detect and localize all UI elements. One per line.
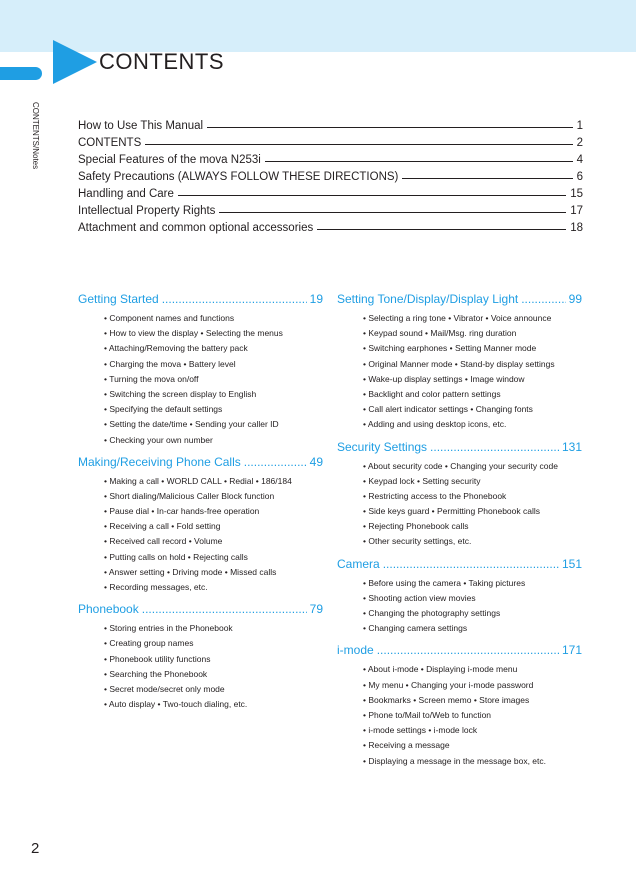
list-item: • Short dialing/Malicious Caller Block function — [104, 489, 323, 504]
section-title: Phonebook — [78, 602, 139, 617]
section-page: 49 — [309, 454, 323, 469]
toc-list — [78, 117, 583, 236]
section-phonebook — [78, 602, 323, 712]
toc-row[interactable] — [78, 185, 583, 202]
list-item: • Specifying the default settings — [104, 402, 323, 417]
list-item: • Receiving a message — [363, 738, 582, 753]
section-i-mode — [337, 643, 582, 768]
list-item: • Pause dial • In-car hands-free operation — [104, 504, 323, 519]
list-item: • Answer setting • Driving mode • Missed calls — [104, 565, 323, 580]
list-item: • My menu • Changing your i-mode password — [363, 678, 582, 693]
list-item: • Bookmarks • Screen memo • Store images — [363, 693, 582, 708]
list-item: • Keypad sound • Mail/Msg. ring duration — [363, 326, 582, 341]
section-page: 171 — [561, 643, 582, 658]
section-heading[interactable] — [337, 440, 582, 459]
section-page: 151 — [561, 556, 582, 571]
dot-leader — [383, 557, 559, 571]
dot-leader — [162, 292, 307, 306]
list-item: • Charging the mova • Battery level — [104, 357, 323, 372]
toc-row[interactable] — [78, 134, 583, 151]
leader-line — [265, 161, 573, 162]
triangle-marker-icon — [53, 40, 97, 84]
side-tab-marker — [0, 67, 42, 80]
section-tone-display-light — [337, 292, 582, 433]
dot-leader — [142, 602, 307, 616]
list-item: • Shooting action view movies — [363, 591, 582, 606]
list-item: • Creating group names — [104, 636, 323, 651]
page-title: CONTENTS — [99, 49, 224, 74]
toc-page: 18 — [570, 221, 583, 234]
section-page: 19 — [309, 292, 323, 306]
list-item: • Making a call • WORLD CALL • Redial • 186/184 — [104, 474, 323, 489]
list-item: • Side keys guard • Permitting Phonebook calls — [363, 504, 582, 519]
list-item: • Storing entries in the Phonebook — [104, 621, 323, 636]
section-title: Security Settings — [337, 439, 428, 454]
toc-row[interactable] — [78, 168, 583, 185]
right-column — [337, 292, 582, 776]
section-getting-started — [78, 292, 323, 448]
list-item: • Selecting a ring tone • Vibrator • Voice announce — [363, 311, 582, 326]
dot-leader — [430, 440, 559, 454]
toc-row[interactable] — [78, 219, 583, 236]
list-item: • Restricting access to the Phonebook — [363, 489, 582, 504]
toc-title: Special Features of the mova N253i — [78, 153, 261, 166]
list-item: • Backlight and color pattern settings — [363, 387, 582, 402]
list-item: • Changing the photography settings — [363, 606, 582, 621]
section-heading[interactable] — [78, 602, 323, 621]
toc-page: 15 — [570, 187, 583, 200]
list-item: • Adding and using desktop icons, etc. — [363, 417, 582, 432]
list-item: • How to view the display • Selecting the menus — [104, 326, 323, 341]
page-number: 2 — [31, 840, 40, 857]
list-item: • Component names and functions — [104, 311, 323, 326]
section-page: 131 — [561, 439, 582, 454]
list-item: • Receiving a call • Fold setting — [104, 519, 323, 534]
leader-line — [317, 229, 566, 230]
toc-title: Handling and Care — [78, 187, 174, 200]
list-item: • Auto display • Two-touch dialing, etc. — [104, 697, 323, 712]
leader-line — [178, 195, 566, 196]
leader-line — [402, 178, 572, 179]
list-item: • Switching earphones • Setting Manner mode — [363, 341, 582, 356]
list-item: • Original Manner mode • Stand-by display settings — [363, 357, 582, 372]
list-item: • Phonebook utility functions — [104, 652, 323, 667]
toc-row[interactable] — [78, 202, 583, 219]
list-item: • Displaying a message in the message box, etc. — [363, 754, 582, 769]
list-item: • Keypad lock • Setting security — [363, 474, 582, 489]
list-item: • Checking your own number — [104, 433, 323, 448]
toc-page: 4 — [576, 153, 583, 166]
list-item: • About security code • Changing your security code — [363, 459, 582, 474]
toc-row[interactable] — [78, 117, 583, 134]
dot-leader — [377, 643, 559, 657]
toc-row[interactable] — [78, 151, 583, 168]
dot-leader — [521, 292, 565, 306]
section-security-settings — [337, 440, 582, 550]
toc-page: 6 — [576, 170, 583, 183]
toc-title: CONTENTS — [78, 136, 142, 149]
list-item: • Before using the camera • Taking pictures — [363, 576, 582, 591]
section-making-receiving-calls — [78, 455, 323, 596]
list-item: • Changing camera settings — [363, 621, 582, 636]
leader-line — [207, 127, 573, 128]
list-item: • Call alert indicator settings • Changing fonts — [363, 402, 582, 417]
section-camera — [337, 557, 582, 637]
section-title: i-mode — [337, 643, 374, 658]
leader-line — [145, 144, 572, 145]
list-item: • Switching the screen display to English — [104, 387, 323, 402]
toc-title: How to Use This Manual — [78, 119, 204, 132]
list-item: • Phone to/Mail to/Web to function — [363, 708, 582, 723]
section-heading[interactable] — [78, 292, 323, 311]
side-label: CONTENTS/Notes — [31, 102, 40, 170]
section-page: 79 — [309, 602, 323, 617]
section-heading[interactable] — [78, 455, 323, 474]
list-item: • Received call record • Volume — [104, 534, 323, 549]
list-item: • Searching the Phonebook — [104, 667, 323, 682]
section-page: 99 — [568, 292, 582, 306]
section-title: Setting Tone/Display/Display Light — [337, 292, 519, 306]
section-title: Camera — [337, 556, 380, 571]
left-column — [78, 292, 323, 719]
toc-title: Intellectual Property Rights — [78, 204, 216, 217]
leader-line — [219, 212, 566, 213]
list-item: • Other security settings, etc. — [363, 534, 582, 549]
section-title: Making/Receiving Phone Calls — [78, 454, 241, 469]
section-heading[interactable] — [337, 292, 582, 311]
section-heading[interactable] — [337, 557, 582, 576]
toc-title: Safety Precautions (ALWAYS FOLLOW THESE DIRECTIONS) — [78, 170, 399, 183]
section-heading[interactable] — [337, 643, 582, 662]
dot-leader — [244, 455, 307, 469]
list-item: • Setting the date/time • Sending your caller ID — [104, 417, 323, 432]
list-item: • Rejecting Phonebook calls — [363, 519, 582, 534]
section-title: Getting Started — [78, 292, 159, 306]
list-item: • Secret mode/secret only mode — [104, 682, 323, 697]
list-item: • About i-mode • Displaying i-mode menu — [363, 662, 582, 677]
list-item: • Turning the mova on/off — [104, 372, 323, 387]
toc-title: Attachment and common optional accessories — [78, 221, 314, 234]
list-item: • Recording messages, etc. — [104, 580, 323, 595]
toc-page: 2 — [576, 136, 583, 149]
toc-page: 17 — [570, 204, 583, 217]
toc-page: 1 — [576, 119, 583, 132]
list-item: • Wake-up display settings • Image window — [363, 372, 582, 387]
list-item: • Attaching/Removing the battery pack — [104, 341, 323, 356]
list-item: • i-mode settings • i-mode lock — [363, 723, 582, 738]
list-item: • Putting calls on hold • Rejecting calls — [104, 550, 323, 565]
